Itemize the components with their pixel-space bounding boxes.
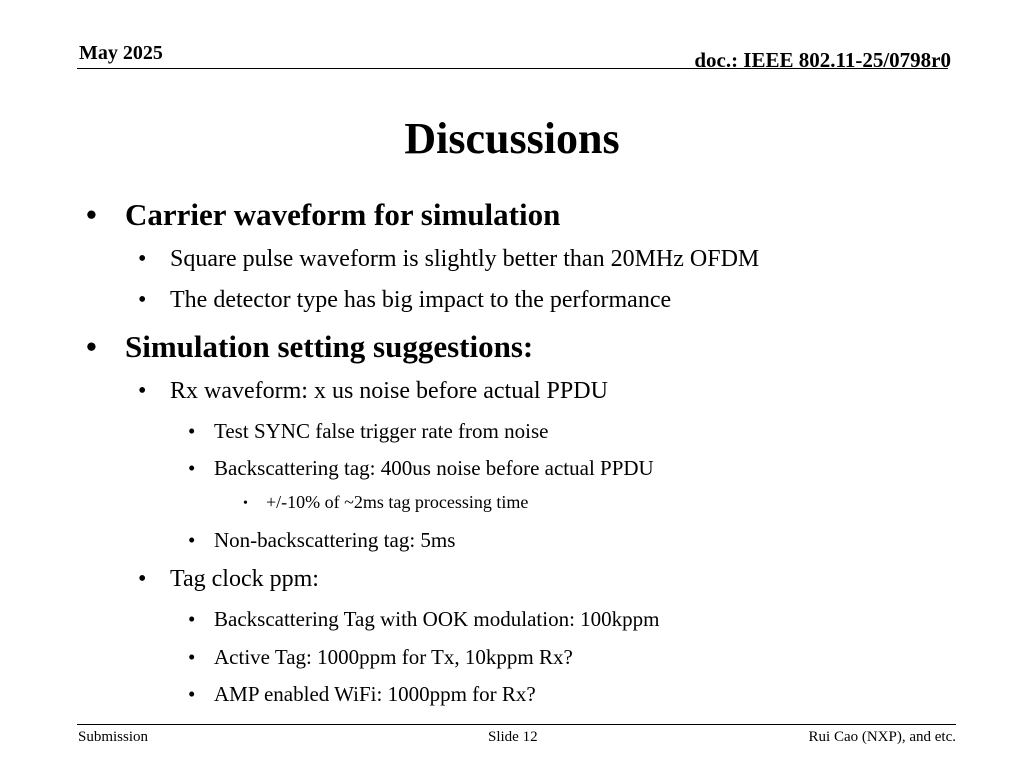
bullet-dot: • (138, 566, 147, 592)
bullet-dot: • (243, 496, 248, 511)
header-date: May 2025 (79, 42, 163, 64)
bullet-text: Rx waveform: x us noise before actual PPDU (170, 378, 608, 404)
bullet-dot: • (138, 287, 147, 313)
bullet-dot: • (188, 419, 196, 443)
bullet-text: Carrier waveform for simulation (125, 197, 561, 232)
bullet-text: +/-10% of ~2ms tag processing time (266, 492, 529, 512)
bullet-text: Test SYNC false trigger rate from noise (214, 419, 549, 443)
bullet-dot: • (188, 682, 196, 706)
bullet-text: Tag clock ppm: (170, 566, 319, 592)
bullet-dot: • (86, 329, 97, 364)
bullet-text: Non-backscattering tag: 5ms (214, 528, 456, 552)
header-divider (77, 68, 948, 69)
bullet-text: The detector type has big impact to the performance (170, 287, 672, 313)
bullet-text: Simulation setting suggestions: (125, 329, 534, 364)
bullet-dot: • (188, 528, 196, 552)
footer-divider (77, 724, 956, 725)
bullet-text: Active Tag: 1000ppm for Tx, 10kppm Rx? (214, 645, 573, 669)
bullet-dot: • (138, 378, 147, 404)
bullet-dot: • (86, 197, 97, 232)
footer-slide-number: Slide 12 (488, 729, 538, 745)
bullet-dot: • (188, 607, 196, 631)
header-doc-id: doc.: IEEE 802.11-25/0798r0 (694, 48, 951, 72)
bullet-dot: • (188, 456, 196, 480)
bullet-text: AMP enabled WiFi: 1000ppm for Rx? (214, 682, 536, 706)
bullet-text: Backscattering tag: 400us noise before actual PPDU (214, 456, 654, 480)
bullet-dot: • (138, 246, 147, 272)
bullet-text: Square pulse waveform is slightly better than 20MHz OFDM (170, 246, 760, 272)
footer-author: Rui Cao (NXP), and etc. (808, 729, 956, 745)
slide-title: Discussions (404, 114, 620, 163)
bullet-dot: • (188, 645, 196, 669)
bullet-text: Backscattering Tag with OOK modulation: 100kppm (214, 607, 660, 631)
footer-submission: Submission (78, 729, 149, 745)
